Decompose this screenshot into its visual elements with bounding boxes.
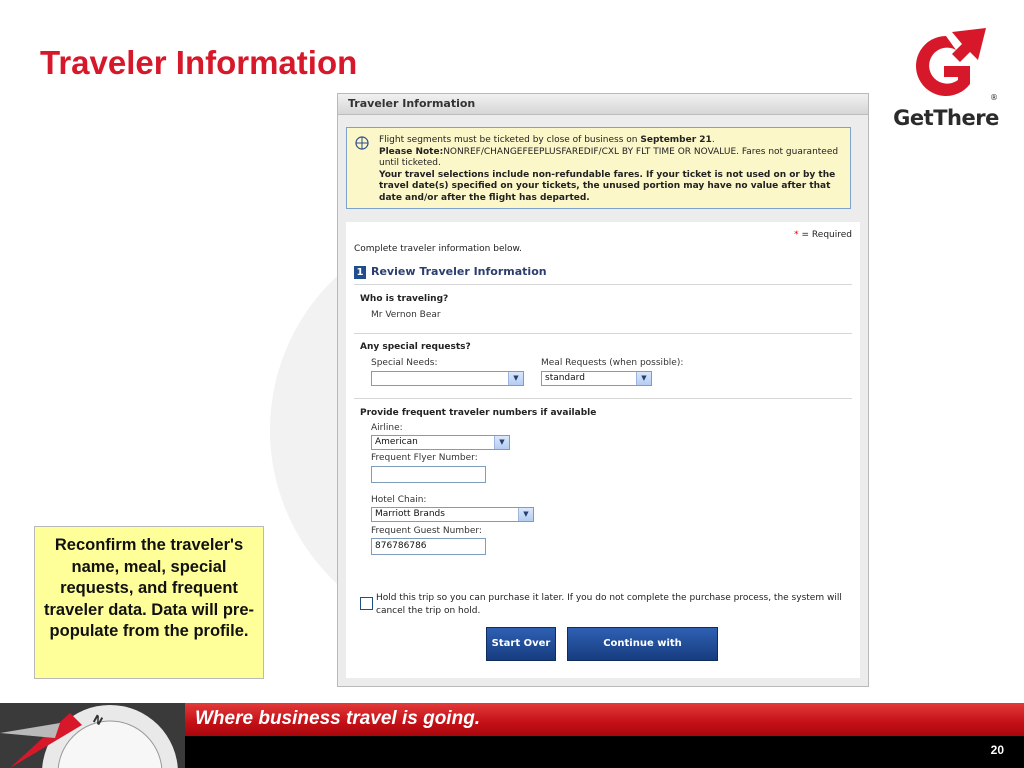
- step-number: 1: [354, 266, 366, 279]
- form-intro: Complete traveler information below.: [354, 244, 522, 254]
- airline-label: Airline:: [371, 423, 403, 433]
- getthere-logo-mark: [886, 22, 1006, 106]
- airline-select[interactable]: [371, 435, 510, 450]
- hold-trip-section: [346, 566, 860, 681]
- frequent-guest-label: Frequent Guest Number:: [371, 526, 482, 536]
- special-needs-label: Special Needs:: [371, 358, 438, 368]
- special-needs-select[interactable]: [371, 371, 524, 386]
- start-over-button[interactable]: Start Over: [486, 627, 556, 661]
- ticketing-notice: [346, 127, 851, 209]
- traveler-form-panel: [346, 222, 860, 566]
- step-heading: [354, 265, 547, 279]
- hold-trip-checkbox[interactable]: [360, 597, 373, 610]
- getthere-logo: [886, 22, 1006, 134]
- airline-value: American: [375, 437, 418, 447]
- notice-note-label: Please Note:: [379, 146, 444, 157]
- dropdown-arrow-icon: ▼: [494, 436, 509, 449]
- hotel-chain-value: Marriott Brands: [375, 509, 445, 519]
- notice-note-text: NONREF/CHANGEFEEPLUSFAREDIF/CXL BY FLT TIME OR NOVALUE. Fares not guaranteed until ticketed.: [379, 146, 839, 168]
- svg-text:N: N: [90, 712, 105, 729]
- notice-line1-post: .: [711, 135, 715, 145]
- callout-note: Reconfirm the traveler's name, meal, special requests, and frequent traveler data. Data will pre-populate from the profile.: [34, 526, 264, 679]
- frequent-flyer-label: Frequent Flyer Number:: [371, 453, 478, 463]
- required-star: *: [794, 230, 799, 240]
- dropdown-arrow-icon: ▼: [518, 508, 533, 521]
- hold-trip-text: Hold this trip so you can purchase it later. If you do not complete the purchase process, the system will cancel the trip on hold.: [376, 593, 842, 616]
- dropdown-arrow-icon: ▼: [508, 372, 523, 385]
- screen-header: Traveler Information: [338, 94, 868, 115]
- traveler-name: Mr Vernon Bear: [371, 310, 441, 320]
- required-text: = Required: [801, 230, 852, 240]
- frequent-guest-input[interactable]: 876786786: [371, 538, 486, 555]
- dropdown-arrow-icon: ▼: [636, 372, 651, 385]
- notice-line1-pre: Flight segments must be ticketed by close of business on: [379, 135, 641, 145]
- page-number: 20: [990, 743, 1004, 757]
- hotel-chain-label: Hotel Chain:: [371, 495, 427, 505]
- info-icon: [355, 136, 369, 150]
- brand-name: GetThere: [893, 106, 999, 130]
- registered-mark: ®: [990, 93, 998, 102]
- frequent-flyer-input[interactable]: [371, 466, 486, 483]
- compass-image: [0, 703, 185, 768]
- hotel-chain-select[interactable]: [371, 507, 534, 522]
- step-title: Review Traveler Information: [371, 265, 547, 278]
- traveler-info-screen: [337, 93, 869, 687]
- compass-graphic: [0, 703, 185, 768]
- meal-value: standard: [545, 373, 585, 383]
- meal-label: Meal Requests (when possible):: [541, 358, 684, 368]
- notice-warning: Your travel selections include non-refundable fares. If your ticket is not used on or by the travel date(s) specified on your tickets, the unused portion may have no value after that date and/or after the flight has departed.: [379, 169, 836, 203]
- frequent-traveler-title: Provide frequent traveler numbers if available: [360, 408, 597, 418]
- notice-date: September 21: [640, 135, 712, 145]
- continue-reservation-button[interactable]: Continue with Reservation: [567, 627, 718, 661]
- divider: [354, 333, 852, 334]
- slide-title: Traveler Information: [40, 44, 358, 81]
- notice-text: [379, 135, 844, 204]
- special-requests-title: Any special requests?: [360, 342, 471, 352]
- divider: [354, 398, 852, 399]
- who-title: Who is traveling?: [360, 294, 449, 304]
- divider: [354, 284, 852, 285]
- footer-tagline: Where business travel is going.: [195, 708, 481, 729]
- required-legend: [794, 230, 852, 240]
- meal-select[interactable]: [541, 371, 652, 386]
